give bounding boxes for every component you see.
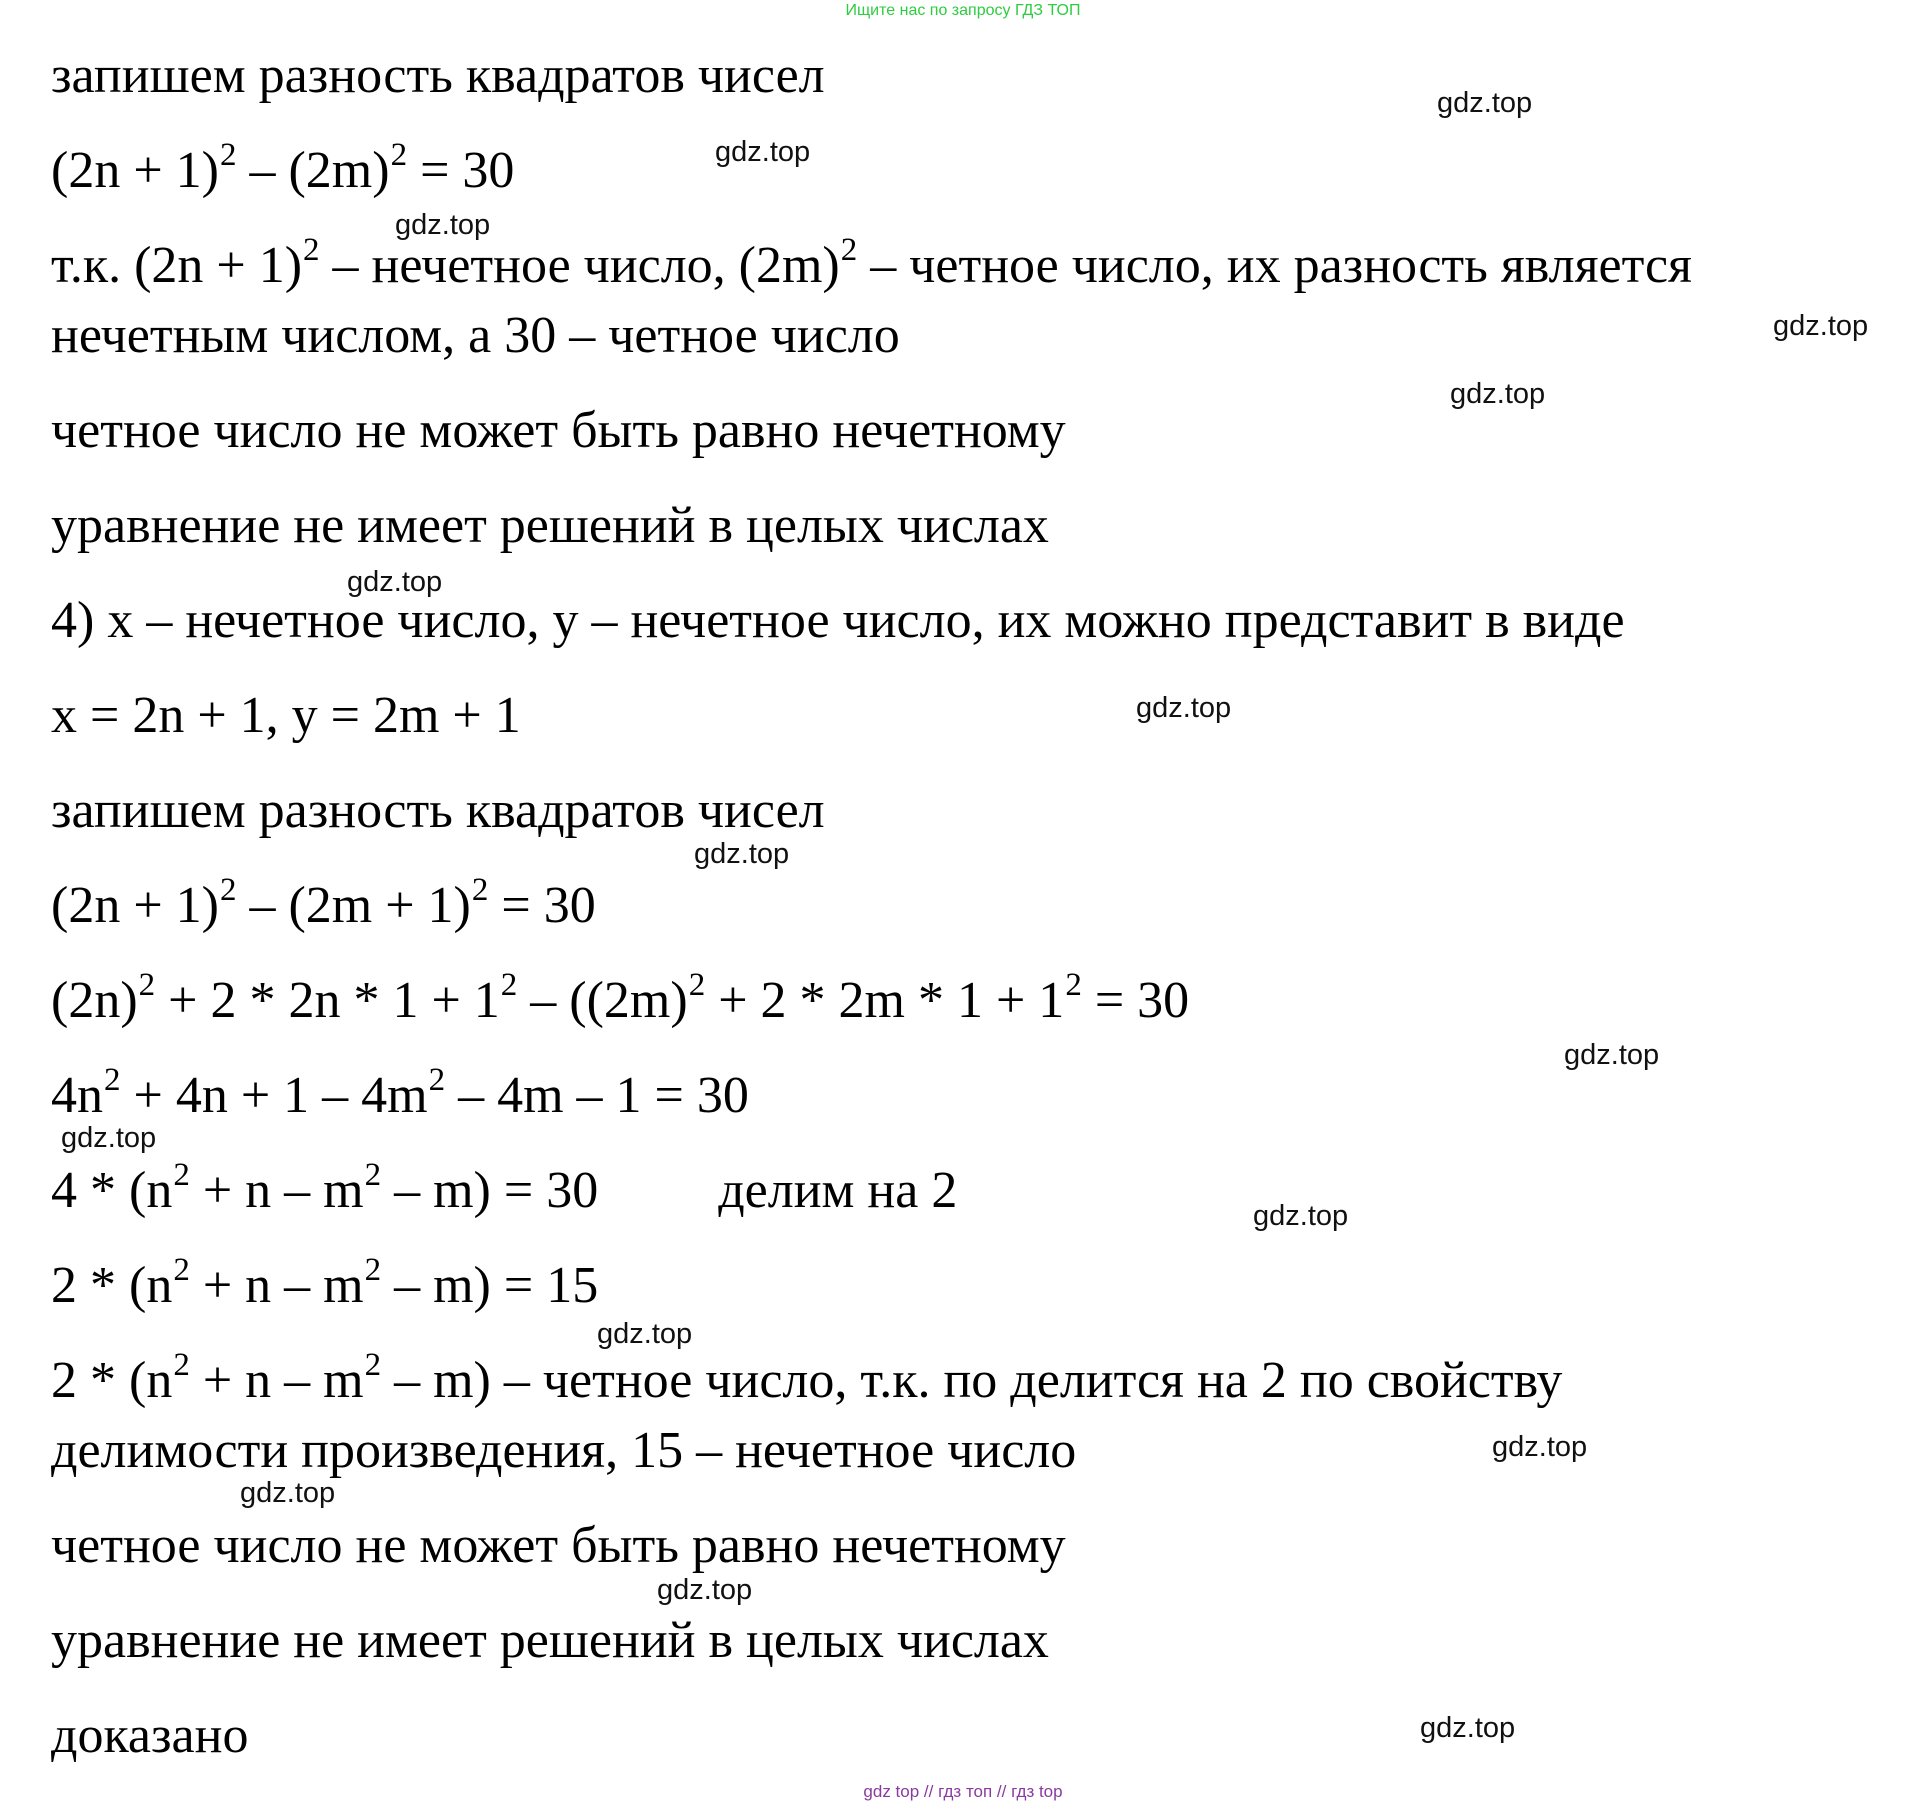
watermark: gdz.top [347,566,443,598]
watermark: gdz.top [1437,87,1533,119]
watermark: gdz.top [395,209,491,241]
top-banner[interactable]: Ищите нас по запросу ГДЗ ТОП [845,2,1081,19]
equation-line: $(2n + 1)^2 - (2m)^2 = 30$ [51,137,515,199]
equation-line: $4n^2 + 4n + 1 - 4m^2 - 4m - 1 = 30$ [51,1062,749,1124]
text-line: запишем разность квадратов чисел [51,47,825,104]
text-line: нечетным числом, а 30 – четное число [51,307,900,364]
text-line: запишем разность квадратов чисел [51,782,825,839]
watermark: gdz.top [240,1477,336,1509]
watermark: gdz.top [715,136,811,168]
text-line: уравнение не имеет решений в целых числах [51,1612,1049,1669]
watermark: gdz.top [1492,1431,1588,1463]
divide-note: делим на 2 [718,1162,958,1219]
watermark: gdz.top [1253,1200,1349,1232]
text-line: четное число не может быть равно нечетному [51,402,1066,459]
equation-line: $2 * (n^2 + n - m^2 - m) = 15$ [51,1252,599,1314]
equation-line: x = 2n + 1, y = 2m + 1 [51,687,521,744]
equation-line: $(2n)^2 + 2 * 2n * 1 + 1^2 - ((2m)^2 + 2 * 2m * 1 + 1^2 = 30$ [51,967,1190,1029]
text-line: т.к. $(2n + 1)^2$ – нечетное число, $(2m)^2$ – четное число, их разность является [51,232,1692,294]
watermark: gdz.top [1420,1712,1516,1744]
text-line: уравнение не имеет решений в целых числах [51,497,1049,554]
watermark: gdz.top [1450,378,1546,410]
text-line: доказано [51,1707,249,1764]
text-line: четное число не может быть равно нечетному [51,1517,1066,1574]
watermark: gdz.top [694,838,790,870]
text-line: 4) x – нечетное число, y – нечетное число, их можно представит в виде [51,592,1625,649]
watermark: gdz.top [1136,692,1232,724]
text-line: $2 * (n^2 + n - m^2 - m)$ – четное число, т.к. по делится на 2 по свойству [51,1347,1563,1409]
text-line: делимости произведения, 15 – нечетное число [51,1422,1077,1479]
watermark: gdz.top [1773,310,1869,342]
equation-line: $(2n + 1)^2 - (2m + 1)^2 = 30$ [51,872,596,934]
footer-links[interactable]: gdz top // гдз топ // гдз top [863,1782,1063,1801]
watermark: gdz.top [1564,1039,1660,1071]
equation-line: $4 * (n^2 + n - m^2 - m) = 30$ делим на 2 [51,1157,958,1219]
watermark: gdz.top [61,1122,157,1154]
watermark: gdz.top [657,1574,753,1606]
watermark: gdz.top [597,1318,693,1350]
